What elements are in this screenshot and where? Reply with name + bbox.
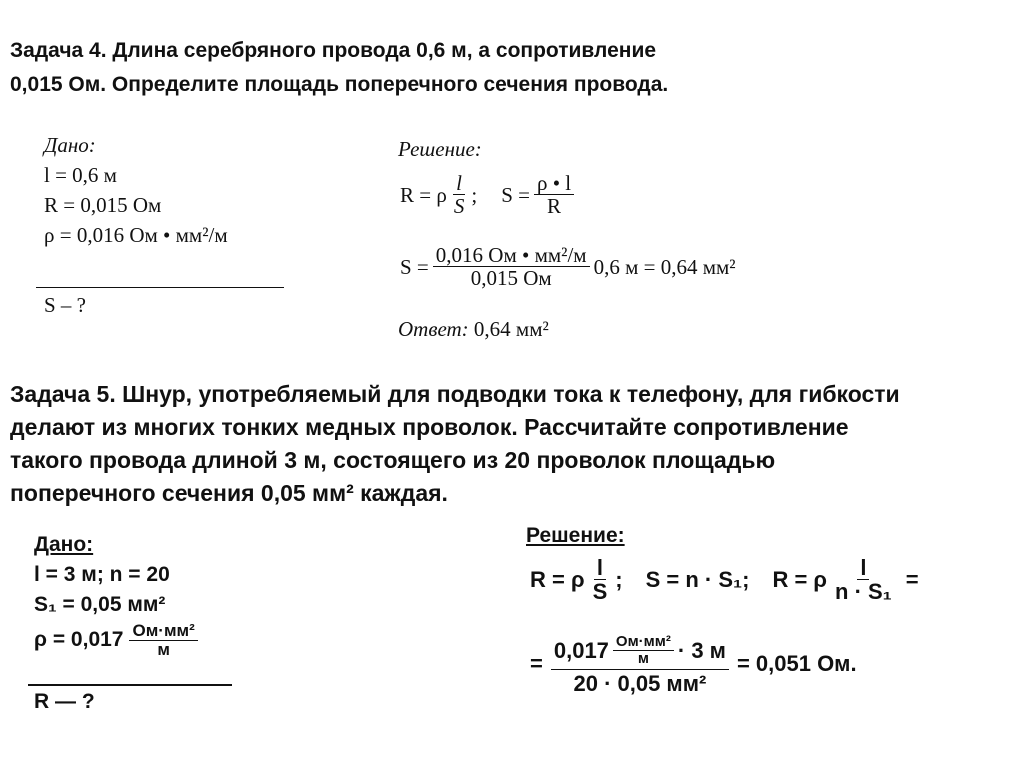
task5-statement: [10, 378, 1016, 510]
s3-lhs: R = ρ: [772, 566, 828, 592]
rho-lhs: ρ = 0,017: [34, 628, 124, 652]
find-label: S – ?: [44, 293, 86, 317]
s1-fraction: [590, 556, 611, 603]
s1-den: S: [592, 579, 608, 605]
formula-r-fraction: [451, 172, 468, 217]
rho-num: Ом·мм²: [129, 622, 197, 641]
given5-label: Дано:: [34, 533, 94, 556]
formula-sep: ;: [471, 182, 478, 207]
calc-rhs: 0,6 м = 0,64 мм²: [593, 254, 736, 279]
s1-num: l: [594, 556, 606, 580]
formula-s-fraction: [534, 172, 574, 217]
c-numerator: [551, 634, 729, 670]
s3-num: l: [857, 556, 869, 580]
calculation: [400, 244, 736, 289]
given5-divider: [28, 684, 232, 686]
task5-line1: Задача 5. Шнур, употребляемый для подводки тока к телефону, для гибкости: [10, 381, 900, 407]
calc-lhs: S =: [400, 254, 429, 279]
answer: [398, 314, 549, 344]
task4-line2: 0,015 Ом. Определите площадь поперечного сечения провода.: [10, 73, 669, 96]
task4-line1: Задача 4. Длина серебряного провода 0,6 м, а сопротивление: [10, 39, 657, 62]
c-rhs: = 0,051 Ом.: [736, 651, 857, 677]
given-label: Дано:: [44, 133, 96, 157]
given5-length-count: l = 3 м; n = 20: [34, 563, 170, 586]
task4-statement: [10, 34, 1016, 102]
given5-resistivity: [34, 622, 198, 659]
calc-den: 0,015 Ом: [470, 266, 552, 291]
formula-r: [400, 172, 574, 217]
task5-line4: поперечного сечения 0,05 мм² каждая.: [10, 480, 448, 506]
s2-formula: S = n · S₁;: [645, 566, 750, 592]
given-resistivity: ρ = 0,016 Ом • мм²/м: [44, 223, 228, 247]
s1-sep: ;: [615, 566, 623, 592]
s3-eq: =: [905, 566, 919, 592]
c-eq: =: [530, 651, 543, 677]
formula-r-den: S: [453, 194, 465, 219]
answer-value: 0,64 мм²: [473, 317, 549, 341]
solution5-formulas: [530, 556, 919, 603]
rho-den: м: [157, 639, 170, 659]
solution5-calc: [530, 634, 857, 695]
s1-lhs: R = ρ: [530, 566, 585, 592]
formula-r-lhs: R = ρ: [400, 182, 447, 207]
formula-r-num: l: [453, 172, 465, 195]
find5-label: R — ?: [34, 690, 95, 713]
formula-s-lhs: S =: [501, 182, 530, 207]
formula-s-num: ρ • l: [534, 172, 574, 195]
calc-fraction: [433, 244, 590, 289]
given-length: l = 0,6 м: [44, 163, 117, 187]
given5-area: S₁ = 0,05 мм²: [34, 593, 166, 616]
task5-line2: делают из многих тонких медных проволок. Рассчитайте сопротивление: [10, 414, 849, 440]
given-divider: [36, 287, 284, 288]
s3-den: n · S₁: [835, 579, 892, 605]
calc-num: 0,016 Ом • мм²/м: [433, 244, 590, 267]
c-fraction: [551, 634, 729, 695]
solution5-label: Решение:: [526, 524, 625, 547]
task5-line3: такого провода длиной 3 м, состоящего из 20 проволок площадью: [10, 447, 776, 473]
task5-given: [34, 530, 198, 659]
task4-given: [44, 130, 228, 250]
c-unit-fraction: [613, 634, 674, 667]
c-num-a: 0,017: [553, 637, 609, 663]
c-unit-den: м: [637, 649, 649, 667]
formula-s-den: R: [547, 194, 562, 219]
answer-label: Ответ:: [398, 317, 469, 341]
c-den: 20 · 0,05 мм²: [573, 670, 707, 696]
s3-fraction: [832, 556, 895, 603]
c-num-b: · 3 м: [677, 637, 726, 663]
rho-fraction: [129, 622, 197, 659]
solution-label: Решение:: [398, 137, 482, 161]
c-unit-num: Ом·мм²: [613, 634, 674, 651]
given-resistance: R = 0,015 Ом: [44, 193, 162, 217]
